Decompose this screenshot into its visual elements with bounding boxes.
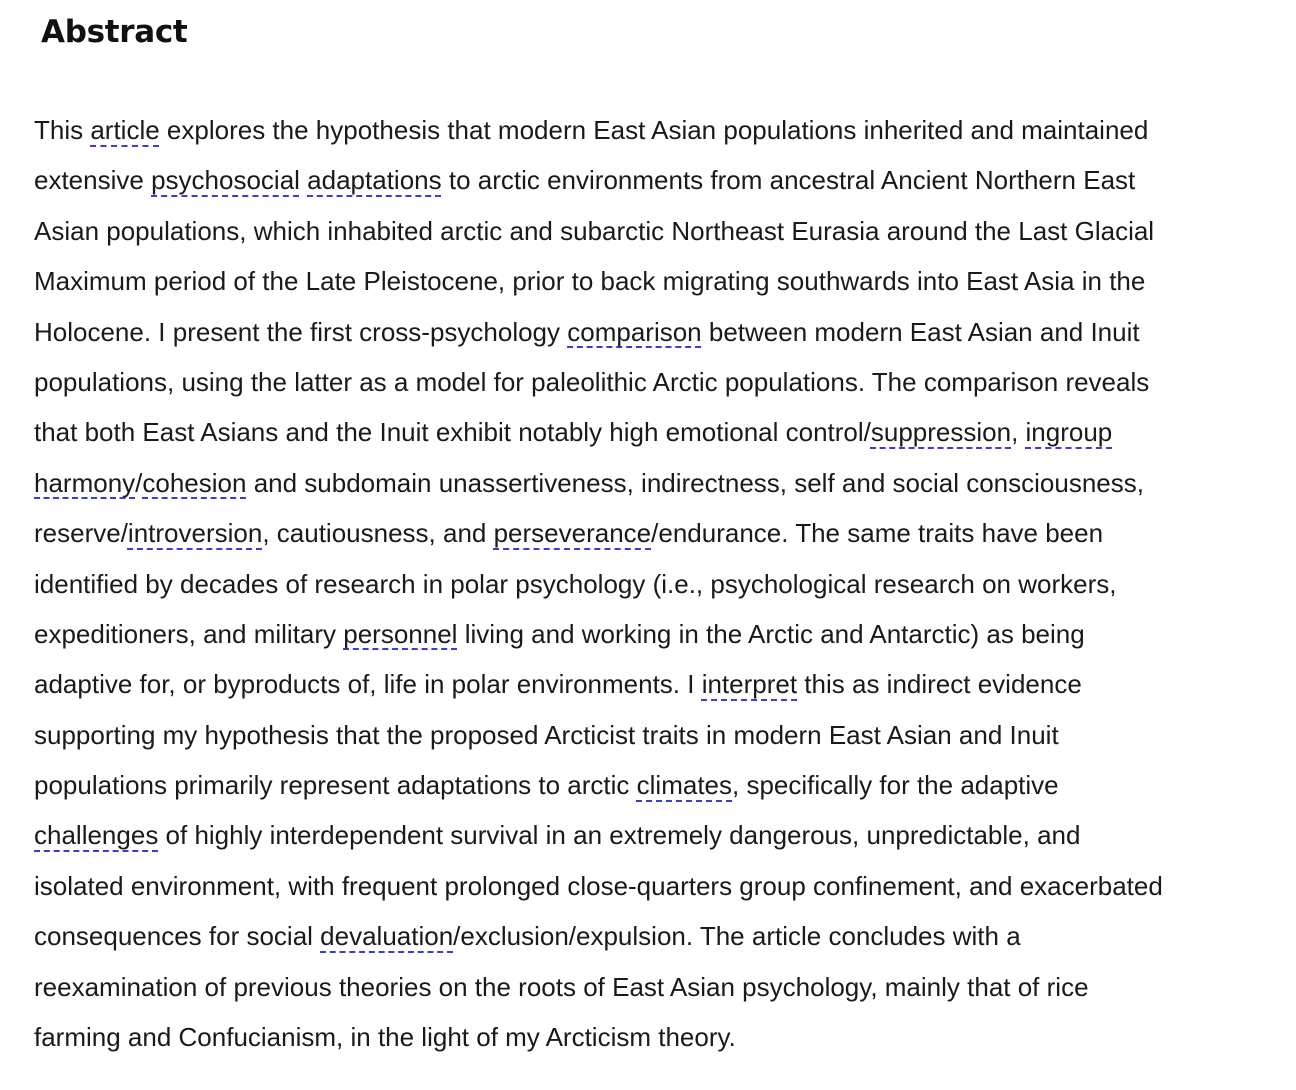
abstract-line (34, 609, 1274, 659)
glossary-term-interpret[interactable]: interpret (701, 669, 798, 700)
abstract-line (34, 911, 1274, 961)
glossary-term-challenges[interactable]: challenges (34, 820, 159, 851)
abstract-text-segment: farming and Confucianism, in the light of my Arcticism theory. (34, 1022, 736, 1053)
abstract-text-segment: Holocene. I present the first cross-psychology (34, 316, 568, 347)
abstract-body (34, 105, 1274, 1062)
abstract-text-segment: living and working in the Arctic and Antarctic) as being (457, 618, 1085, 649)
abstract-line (34, 256, 1274, 306)
abstract-text-segment: , cautiousness, and (262, 518, 494, 549)
abstract-line (34, 155, 1274, 205)
glossary-term-adaptations[interactable]: adaptations (307, 165, 442, 196)
abstract-text-segment: populations, using the latter as a model for paleolithic Arctic populations. The comparison reveals (34, 366, 1150, 397)
abstract-line (34, 458, 1274, 508)
abstract-line (34, 307, 1274, 357)
abstract-text-segment: , (1011, 417, 1026, 448)
abstract-text-segment: Maximum period of the Late Pleistocene, prior to back migrating southwards into East Asia in the (34, 266, 1146, 297)
abstract-text-segment: extensive (34, 165, 152, 196)
abstract-text-segment: reserve/ (34, 518, 128, 549)
abstract-line (34, 659, 1274, 709)
abstract-text-segment: consequences for social (34, 921, 321, 952)
abstract-text-segment: adaptive for, or byproducts of, life in polar environments. I (34, 669, 702, 700)
abstract-line (34, 861, 1274, 911)
abstract-text-segment: supporting my hypothesis that the proposed Arcticist traits in modern East Asian and Inuit (34, 719, 1059, 750)
abstract-text-segment: to arctic environments from ancestral Ancient Northern East (441, 165, 1136, 196)
glossary-term-comparison[interactable]: comparison (567, 316, 702, 347)
abstract-line (34, 559, 1274, 609)
abstract-line (34, 710, 1274, 760)
abstract-line (34, 1012, 1274, 1062)
abstract-line (34, 407, 1274, 457)
abstract-text-segment: /exclusion/expulsion. The article concludes with a (453, 921, 1021, 952)
glossary-term-personnel[interactable]: personnel (343, 618, 458, 649)
abstract-line (34, 810, 1274, 860)
glossary-term-article[interactable]: article (90, 115, 160, 145)
abstract-line (34, 206, 1274, 256)
abstract-text-segment: that both East Asians and the Inuit exhibit notably high emotional control/ (34, 417, 871, 448)
glossary-term-cohesion[interactable]: cohesion (142, 467, 247, 498)
abstract-line (34, 508, 1274, 558)
abstract-line (34, 760, 1274, 810)
glossary-term-suppression[interactable]: suppression (870, 417, 1012, 448)
abstract-heading: Abstract (41, 14, 188, 50)
glossary-term-ingroup[interactable]: ingroup (1025, 417, 1113, 448)
glossary-term-climates[interactable]: climates (636, 770, 733, 801)
abstract-line (34, 105, 1274, 155)
abstract-line (34, 962, 1274, 1012)
abstract-text-segment: explores the hypothesis that modern East Asian populations inherited and maintained (159, 115, 1149, 145)
abstract-text-segment: identified by decades of research in polar psychology (i.e., psychological research on workers, (34, 568, 1117, 599)
abstract-text-segment: this as indirect evidence (797, 669, 1082, 700)
glossary-term-perseverance[interactable]: perseverance (493, 518, 652, 549)
abstract-text-segment: reexamination of previous theories on the roots of East Asian psychology, mainly that of rice (34, 971, 1089, 1002)
abstract-line (34, 357, 1274, 407)
abstract-text-segment: between modern East Asian and Inuit (701, 316, 1140, 347)
glossary-term-harmony[interactable]: harmony (34, 467, 136, 498)
abstract-text-segment: , specifically for the adaptive (732, 770, 1059, 801)
glossary-term-psychosocial[interactable]: psychosocial (151, 165, 300, 196)
glossary-term-devaluation[interactable]: devaluation (320, 921, 454, 952)
abstract-text-segment: and subdomain unassertiveness, indirectness, self and social consciousness, (246, 467, 1144, 498)
abstract-text-segment: / (135, 467, 143, 498)
abstract-text-segment: of highly interdependent survival in an extremely dangerous, unpredictable, and (158, 820, 1081, 851)
glossary-term-introversion[interactable]: introversion (127, 518, 263, 549)
abstract-text-segment: isolated environment, with frequent prolonged close-quarters group confinement, and exacerbated (34, 870, 1163, 901)
abstract-text-segment: Asian populations, which inhabited arctic and subarctic Northeast Eurasia around the Last Glacial (34, 215, 1155, 246)
abstract-text-segment: expeditioners, and military (34, 618, 344, 649)
abstract-text-segment: This (34, 115, 91, 145)
abstract-text-segment: /endurance. The same traits have been (651, 518, 1104, 549)
abstract-text-segment: populations primarily represent adaptations to arctic (34, 770, 637, 801)
